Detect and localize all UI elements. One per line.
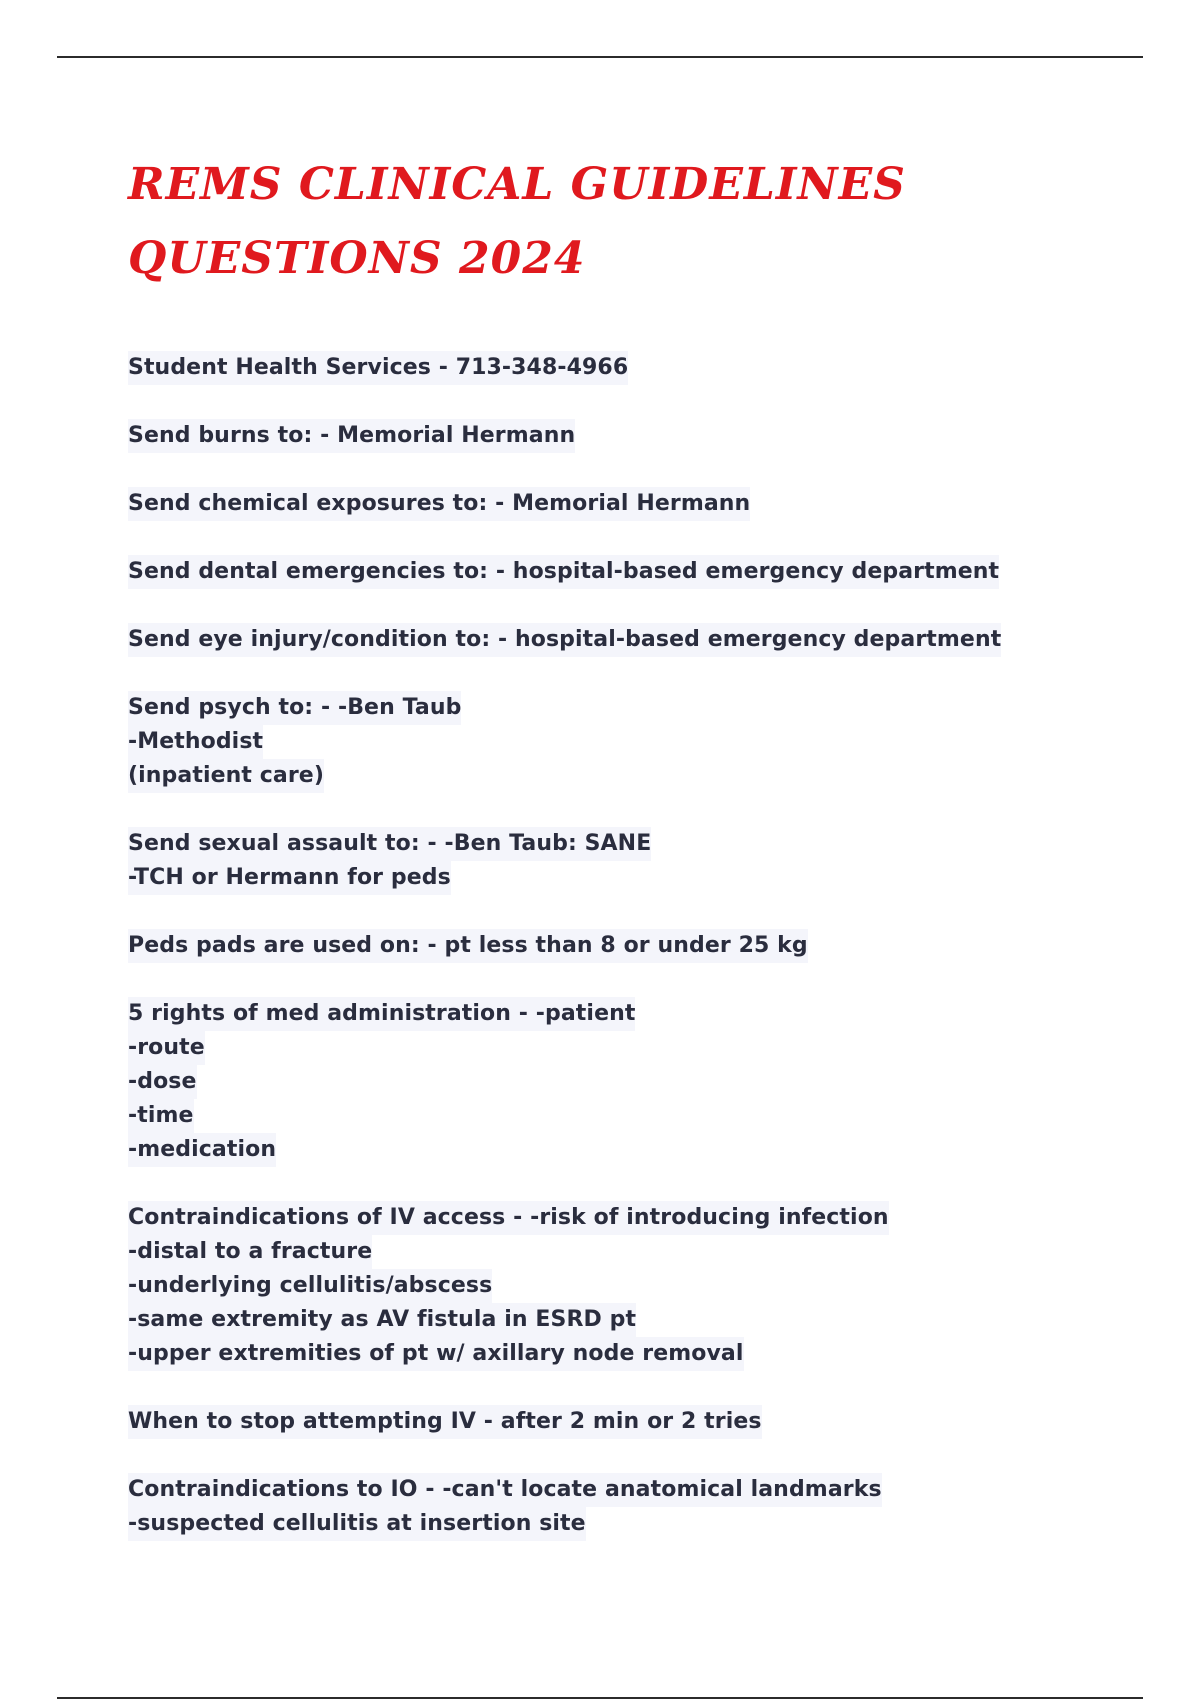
qa-answer-line: -TCH or Hermann for peds [128, 861, 451, 895]
qa-item [128, 691, 1128, 793]
title-line: REMS CLINICAL GUIDELINES [128, 159, 906, 210]
qa-answer-line: -time [128, 1099, 194, 1133]
qa-question-line: Contraindications of IV access - -risk of introducing infection [128, 1201, 889, 1235]
qa-item [128, 487, 1128, 521]
qa-item [128, 929, 1128, 963]
qa-answer-line: -dose [128, 1065, 197, 1099]
qa-item [128, 351, 1128, 385]
qa-item [128, 623, 1128, 657]
qa-item [128, 1473, 1128, 1541]
qa-question-line: 5 rights of med administration - -patient [128, 997, 635, 1031]
qa-question-line: Send chemical exposures to: - Memorial Hermann [128, 487, 750, 521]
qa-item [128, 419, 1128, 453]
qa-question-line: Peds pads are used on: - pt less than 8 or under 25 kg [128, 929, 808, 963]
top-rule [57, 56, 1143, 58]
qa-answer-line: -upper extremities of pt w/ axillary node removal [128, 1337, 744, 1371]
qa-item [128, 997, 1128, 1167]
page-title [128, 148, 906, 296]
qa-question-line: Send psych to: - -Ben Taub [128, 691, 461, 725]
qa-question-line: Student Health Services - 713-348-4966 [128, 351, 628, 385]
bottom-rule [57, 1697, 1143, 1699]
qa-answer-line: -underlying cellulitis/abscess [128, 1269, 492, 1303]
qa-answer-line: (inpatient care) [128, 759, 324, 793]
qa-question-line: Send dental emergencies to: - hospital-based emergency department [128, 555, 999, 589]
qa-item [128, 827, 1128, 895]
qa-answer-line: -distal to a fracture [128, 1235, 372, 1269]
qa-item [128, 555, 1128, 589]
qa-answer-line: -suspected cellulitis at insertion site [128, 1507, 586, 1541]
qa-question-line: Send burns to: - Memorial Hermann [128, 419, 575, 453]
qa-answer-line: -route [128, 1031, 205, 1065]
qa-item [128, 1405, 1128, 1439]
qa-question-line: Send eye injury/condition to: - hospital-based emergency department [128, 623, 1001, 657]
qa-list [128, 351, 1128, 1575]
qa-question-line: When to stop attempting IV - after 2 min or 2 tries [128, 1405, 762, 1439]
qa-answer-line: -medication [128, 1133, 276, 1167]
qa-item [128, 1201, 1128, 1371]
qa-question-line: Send sexual assault to: - -Ben Taub: SANE [128, 827, 651, 861]
qa-answer-line: -same extremity as AV fistula in ESRD pt [128, 1303, 636, 1337]
qa-answer-line: -Methodist [128, 725, 263, 759]
title-line: QUESTIONS 2024 [128, 233, 586, 284]
qa-question-line: Contraindications to IO - -can't locate anatomical landmarks [128, 1473, 882, 1507]
